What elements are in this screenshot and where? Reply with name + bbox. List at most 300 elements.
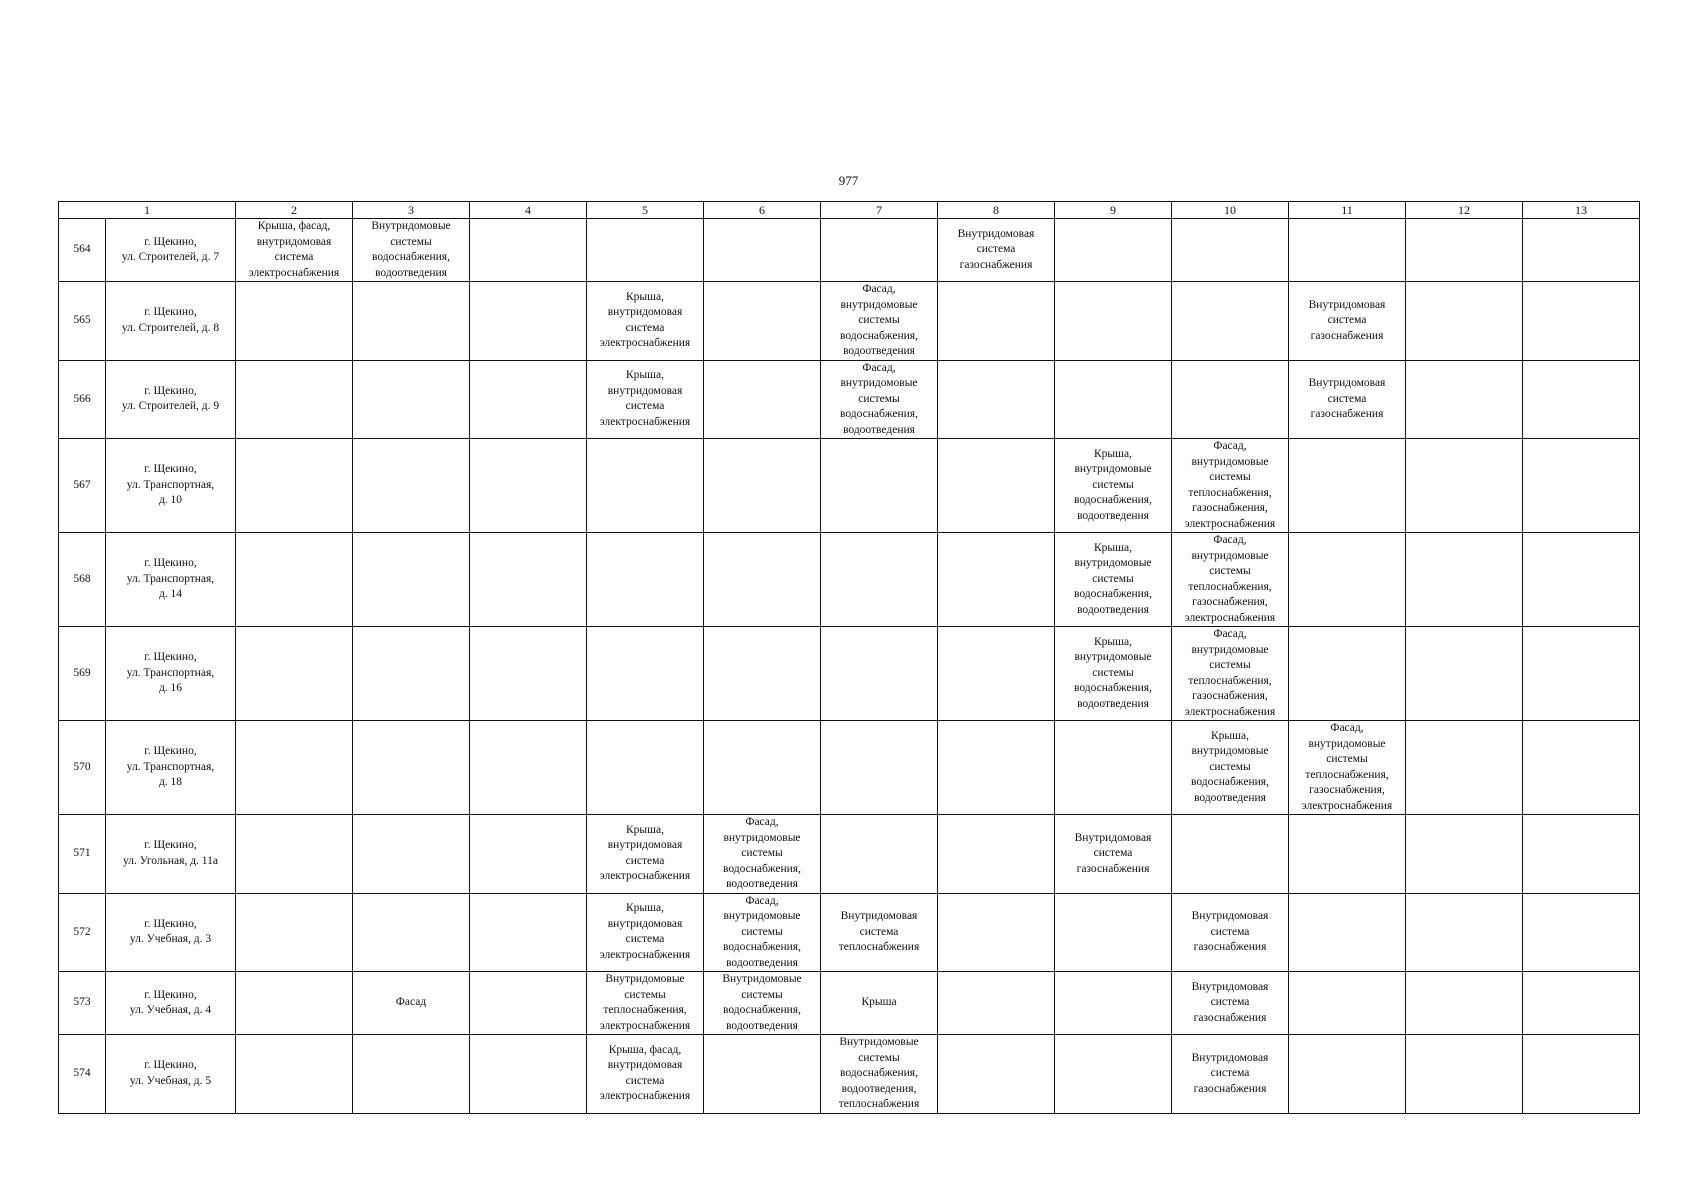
work-cell-col-5 [587,360,704,439]
cell-text-line: электроснабжения [1184,705,1276,718]
work-cell-col-6 [704,282,821,361]
work-cell-col-12 [1406,627,1523,721]
work-cell-col-8 [938,533,1055,627]
column-header-4: 4 [470,202,587,219]
cell-text-line: водоснабжения, [1074,494,1152,507]
work-cell-col-7 [821,972,938,1035]
cell-text-line: Крыша, [626,823,664,836]
cell-text-line: водоотведения [843,345,915,357]
cell-text-line: система [1210,996,1250,1009]
work-cell-col-13 [1523,282,1640,361]
work-cell-col-13 [1523,439,1640,533]
cell-text-line: водоснабжения, [840,408,918,420]
cell-text-line: системы [1209,565,1251,577]
column-header-1: 1 [59,202,236,219]
work-cell-col-12 [1406,721,1523,815]
cell-text-line: внутридомовые [723,831,801,844]
cell-text-line: система [625,400,665,413]
column-header-7: 7 [821,202,938,219]
work-cell-col-4 [470,1035,587,1114]
cell-text-line: Внутридомовые [605,973,685,985]
cell-text-line: системы [858,392,900,405]
cell-text-line: системы [1209,659,1251,671]
cell-text-line: Крыша, фасад, [257,220,331,232]
cell-text-line: Крыша, [626,290,664,303]
work-cell-col-5 [587,533,704,627]
work-cell-col-8 [938,219,1055,282]
cell-text-line: газоснабжения [1076,862,1150,875]
work-cell-col-6 [704,721,821,815]
cell-text-line: теплоснабжения, [1305,768,1389,781]
column-header-6: 6 [704,202,821,219]
table-row [59,972,1640,1035]
cell-text-line: водоснабжения, [840,329,918,342]
cell-text-line: ул. Учебная, д. 3 [129,933,212,946]
work-cell-col-9 [1055,282,1172,361]
cell-text-line: ул. Транспортная, [126,478,215,491]
cell-text-line: ул. Строителей, д. 7 [121,251,220,263]
cell-text-line: ул. Строителей, д. 9 [121,400,220,413]
cell-text-line: система [1327,314,1367,326]
cell-text-line: Крыша, [626,902,664,915]
row-number: 574 [59,1035,106,1114]
column-header-13: 13 [1523,202,1640,219]
cell-text-line: внутридомовые [1074,651,1152,664]
row-number: 564 [59,219,106,282]
work-cell-col-8 [938,282,1055,361]
work-cell-col-6 [704,533,821,627]
work-cell-col-13 [1523,360,1640,439]
work-cell-col-12 [1406,282,1523,361]
cell-text-line: газоснабжения, [1192,596,1268,608]
address-cell [106,282,236,361]
work-cell-col-4 [470,533,587,627]
cell-text-line: внутридомовые [1191,455,1269,468]
cell-text-line: Крыша [861,996,897,1009]
work-cell-col-9 [1055,972,1172,1035]
repair-schedule-table [58,201,1640,1114]
cell-text-line: газоснабжения [1193,1011,1267,1024]
cell-text-line: теплоснабжения, [1188,674,1272,687]
work-cell-col-8 [938,627,1055,721]
cell-text-line: электроснабжения [599,337,691,350]
cell-text-line: внутридомовая [607,839,683,852]
cell-text-line: системы [1326,753,1368,765]
cell-text-line: системы [858,1051,900,1064]
cell-text-line: Внутридомовая [957,227,1035,240]
cell-text-line: внутридомовые [840,298,918,311]
cell-text-line: электроснабжения [248,266,340,279]
work-cell-col-10 [1172,1035,1289,1114]
cell-text-line: внутридомовые [723,910,801,922]
work-cell-col-9 [1055,360,1172,439]
work-cell-col-8 [938,972,1055,1035]
row-number: 572 [59,893,106,972]
work-cell-col-8 [938,893,1055,972]
work-cell-col-11 [1289,282,1406,361]
work-cell-col-10 [1172,219,1289,282]
work-cell-col-4 [470,972,587,1035]
cell-text-line: электроснабжения [1184,517,1276,530]
work-cell-col-3 [353,972,470,1035]
cell-text-line: электроснабжения [599,415,691,428]
work-cell-col-11 [1289,1035,1406,1114]
work-cell-col-2 [236,1035,353,1114]
cell-text-line: газоснабжения [1310,408,1384,420]
work-cell-col-11 [1289,815,1406,894]
cell-text-line: Фасад, [745,894,779,907]
table-row [59,360,1640,439]
work-cell-col-5 [587,721,704,815]
row-number: 567 [59,439,106,533]
work-cell-col-10 [1172,893,1289,972]
work-cell-col-10 [1172,815,1289,894]
work-cell-col-10 [1172,439,1289,533]
cell-text-line: водоснабжения, [372,251,450,263]
table-row [59,1035,1640,1114]
work-cell-col-3 [353,533,470,627]
cell-text-line: Внутридомовая [840,910,918,922]
cell-text-line: газоснабжения [1310,329,1384,342]
work-cell-col-8 [938,1035,1055,1114]
cell-text-line: системы [741,988,783,1001]
work-cell-col-9 [1055,627,1172,721]
row-number: 569 [59,627,106,721]
work-cell-col-9 [1055,893,1172,972]
work-cell-col-13 [1523,627,1640,721]
cell-text-line: газоснабжения, [1192,690,1268,702]
cell-text-line: ул. Строителей, д. 8 [121,321,220,334]
page-number: 977 [838,173,859,188]
cell-text-line: система [625,854,665,867]
cell-text-line: г. Щекино, [144,463,197,476]
work-cell-col-13 [1523,972,1640,1035]
cell-text-line: г. Щекино, [144,651,197,664]
work-cell-col-3 [353,282,470,361]
cell-text-line: Внутридомовая [1308,298,1386,311]
table-body [59,219,1640,1114]
work-cell-col-13 [1523,219,1640,282]
cell-text-line: Крыша, [1094,447,1132,460]
work-cell-col-2 [236,219,353,282]
work-cell-col-5 [587,1035,704,1114]
cell-text-line: система [1210,925,1250,938]
cell-text-line: ул. Транспортная, [126,760,215,773]
cell-text-line: водоснабжения, [840,1067,918,1079]
work-cell-col-4 [470,360,587,439]
cell-text-line: Фасад, [862,361,896,374]
work-cell-col-6 [704,1035,821,1114]
cell-text-line: Крыша, [626,369,664,382]
work-cell-col-13 [1523,893,1640,972]
cell-text-line: электроснабжения [1184,611,1276,624]
table-row [59,893,1640,972]
cell-text-line: система [625,321,665,334]
cell-text-line: внутридомовые [1191,549,1269,562]
cell-text-line: Внутридомовая [1191,910,1269,922]
work-cell-col-8 [938,360,1055,439]
work-cell-col-11 [1289,893,1406,972]
work-cell-col-6 [704,219,821,282]
work-cell-col-2 [236,721,353,815]
work-cell-col-7 [821,893,938,972]
work-cell-col-5 [587,815,704,894]
cell-text-line: Внутридомовая [1074,831,1152,844]
work-cell-col-6 [704,360,821,439]
table-row [59,219,1640,282]
work-cell-col-7 [821,721,938,815]
cell-text-line: д. 14 [158,588,183,601]
cell-text-line: теплоснабжения, [603,1004,687,1016]
cell-text-line: электроснабжения [599,1019,691,1032]
address-cell [106,360,236,439]
cell-text-line: газоснабжения [1193,941,1267,953]
cell-text-line: Фасад, [862,283,896,295]
work-cell-col-7 [821,219,938,282]
header-row [59,202,1640,219]
cell-text-line: г. Щекино, [144,1059,197,1072]
work-cell-col-7 [821,439,938,533]
address-cell [106,219,236,282]
work-cell-col-12 [1406,219,1523,282]
work-cell-col-13 [1523,533,1640,627]
work-cell-col-6 [704,893,821,972]
column-header-9: 9 [1055,202,1172,219]
work-cell-col-3 [353,893,470,972]
column-header-12: 12 [1406,202,1523,219]
cell-text-line: г. Щекино, [144,745,197,758]
column-header-11: 11 [1289,202,1406,219]
row-number: 565 [59,282,106,361]
row-number: 570 [59,721,106,815]
address-cell [106,893,236,972]
table-row [59,721,1640,815]
cell-text-line: г. Щекино, [144,235,197,248]
cell-text-line: Крыша, [1094,635,1132,648]
cell-text-line: Внутридомовые [722,973,802,985]
work-cell-col-7 [821,627,938,721]
address-cell [106,627,236,721]
cell-text-line: теплоснабжения [838,941,920,953]
work-cell-col-9 [1055,219,1172,282]
cell-text-line: электроснабжения [1301,799,1393,812]
cell-text-line: г. Щекино, [144,306,197,319]
work-cell-col-10 [1172,360,1289,439]
cell-text-line: д. 18 [158,776,183,789]
cell-text-line: водоотведения [843,423,915,436]
work-cell-col-11 [1289,219,1406,282]
cell-text-line: Крыша, [1211,729,1249,742]
cell-text-line: внутридомовая [607,384,683,397]
work-cell-col-4 [470,815,587,894]
work-cell-col-3 [353,627,470,721]
cell-text-line: Фасад [395,996,427,1009]
work-cell-col-4 [470,627,587,721]
table-row [59,439,1640,533]
cell-text-line: Крыша, [1094,541,1132,554]
cell-text-line: водоотведения, [841,1082,917,1095]
work-cell-col-10 [1172,533,1289,627]
table-row [59,282,1640,361]
work-cell-col-3 [353,815,470,894]
work-cell-col-2 [236,533,353,627]
cell-text-line: система [1210,1067,1250,1079]
cell-text-line: системы [1092,478,1134,491]
table-header [59,202,1640,219]
cell-text-line: Фасад, [745,816,779,828]
cell-text-line: Фасад, [1213,440,1247,452]
work-cell-col-5 [587,893,704,972]
cell-text-line: внутридомовые [1074,463,1152,476]
work-cell-col-9 [1055,721,1172,815]
work-cell-col-4 [470,282,587,361]
work-cell-col-12 [1406,1035,1523,1114]
cell-text-line: водоотведения [726,956,798,969]
work-cell-col-8 [938,439,1055,533]
cell-text-line: водоснабжения, [1074,588,1152,601]
cell-text-line: ул. Учебная, д. 5 [129,1074,212,1087]
work-cell-col-8 [938,721,1055,815]
work-cell-col-12 [1406,533,1523,627]
row-number: 573 [59,972,106,1035]
cell-text-line: д. 10 [158,494,183,507]
cell-text-line: система [859,925,899,938]
cell-text-line: Внутридомовая [1191,980,1269,993]
work-cell-col-6 [704,627,821,721]
cell-text-line: водоснабжения, [723,1004,801,1016]
cell-text-line: система [976,243,1016,256]
work-cell-col-2 [236,815,353,894]
work-cell-col-12 [1406,972,1523,1035]
work-cell-col-3 [353,219,470,282]
cell-text-line: г. Щекино, [144,839,197,852]
cell-text-line: система [274,251,314,263]
work-cell-col-4 [470,219,587,282]
work-cell-col-7 [821,282,938,361]
cell-text-line: Внутридомовые [371,220,451,232]
work-cell-col-4 [470,893,587,972]
cell-text-line: Внутридомовая [1308,377,1386,389]
cell-text-line: Внутридомовая [1191,1051,1269,1064]
cell-text-line: г. Щекино, [144,557,197,570]
cell-text-line: системы [624,988,666,1001]
cell-text-line: системы [1092,666,1134,679]
cell-text-line: газоснабжения [1193,1082,1267,1095]
cell-text-line: Фасад, [1330,722,1364,734]
cell-text-line: системы [1209,471,1251,483]
cell-text-line: системы [1092,572,1134,585]
work-cell-col-13 [1523,721,1640,815]
work-cell-col-13 [1523,1035,1640,1114]
work-cell-col-5 [587,282,704,361]
work-cell-col-6 [704,815,821,894]
cell-text-line: системы [741,925,783,938]
cell-text-line: внутридомовые [1191,643,1269,656]
work-cell-col-10 [1172,972,1289,1035]
cell-text-line: системы [390,235,432,248]
cell-text-line: теплоснабжения, [1188,486,1272,499]
column-header-3: 3 [353,202,470,219]
cell-text-line: системы [1209,760,1251,773]
cell-text-line: водоснабжения, [723,941,801,953]
cell-text-line: электроснабжения [599,1090,691,1103]
cell-text-line: система [625,933,665,946]
cell-text-line: Фасад, [1213,534,1247,546]
cell-text-line: водоотведения [1077,603,1149,616]
work-cell-col-12 [1406,893,1523,972]
cell-text-line: ул. Угольная, д. 11а [123,854,218,867]
cell-text-line: внутридомовая [607,1059,683,1072]
work-cell-col-11 [1289,533,1406,627]
work-cell-col-3 [353,1035,470,1114]
cell-text-line: электроснабжения [599,948,691,961]
cell-text-line: водоснабжения, [1191,776,1269,789]
cell-text-line: внутридомовые [1191,745,1269,758]
work-cell-col-5 [587,439,704,533]
work-cell-col-11 [1289,360,1406,439]
cell-text-line: внутридомовая [256,235,332,248]
address-cell [106,815,236,894]
address-cell [106,439,236,533]
table-row [59,533,1640,627]
cell-text-line: г. Щекино, [144,384,197,397]
cell-text-line: внутридомовая [607,917,683,930]
cell-text-line: газоснабжения, [1309,784,1385,796]
cell-text-line: ул. Транспортная, [126,666,215,679]
work-cell-col-3 [353,439,470,533]
row-number: 571 [59,815,106,894]
work-cell-col-6 [704,972,821,1035]
work-cell-col-7 [821,815,938,894]
cell-text-line: система [625,1074,665,1087]
row-number: 566 [59,360,106,439]
cell-text-line: водоснабжения, [1074,682,1152,695]
work-cell-col-8 [938,815,1055,894]
work-cell-col-11 [1289,627,1406,721]
work-cell-col-12 [1406,360,1523,439]
address-cell [106,972,236,1035]
cell-text-line: д. 16 [158,682,183,695]
cell-text-line: системы [741,847,783,859]
column-header-8: 8 [938,202,1055,219]
cell-text-line: внутридомовые [1308,737,1386,750]
work-cell-col-9 [1055,1035,1172,1114]
cell-text-line: Фасад, [1213,628,1247,640]
table-row [59,627,1640,721]
work-cell-col-2 [236,893,353,972]
cell-text-line: теплоснабжения [838,1098,920,1110]
cell-text-line: г. Щекино, [144,988,197,1001]
address-cell [106,721,236,815]
cell-text-line: теплоснабжения, [1188,580,1272,593]
work-cell-col-4 [470,439,587,533]
work-cell-col-7 [821,360,938,439]
work-cell-col-10 [1172,282,1289,361]
work-cell-col-6 [704,439,821,533]
work-cell-col-7 [821,1035,938,1114]
work-cell-col-11 [1289,721,1406,815]
cell-text-line: водоснабжения, [723,862,801,875]
cell-text-line: Крыша, фасад, [608,1043,682,1056]
cell-text-line: ул. Учебная, д. 4 [129,1004,212,1016]
work-cell-col-9 [1055,439,1172,533]
work-cell-col-3 [353,360,470,439]
cell-text-line: водоотведения [726,1019,798,1032]
work-cell-col-2 [236,282,353,361]
cell-text-line: водоотведения [1077,697,1149,710]
cell-text-line: электроснабжения [599,870,691,883]
column-header-10: 10 [1172,202,1289,219]
